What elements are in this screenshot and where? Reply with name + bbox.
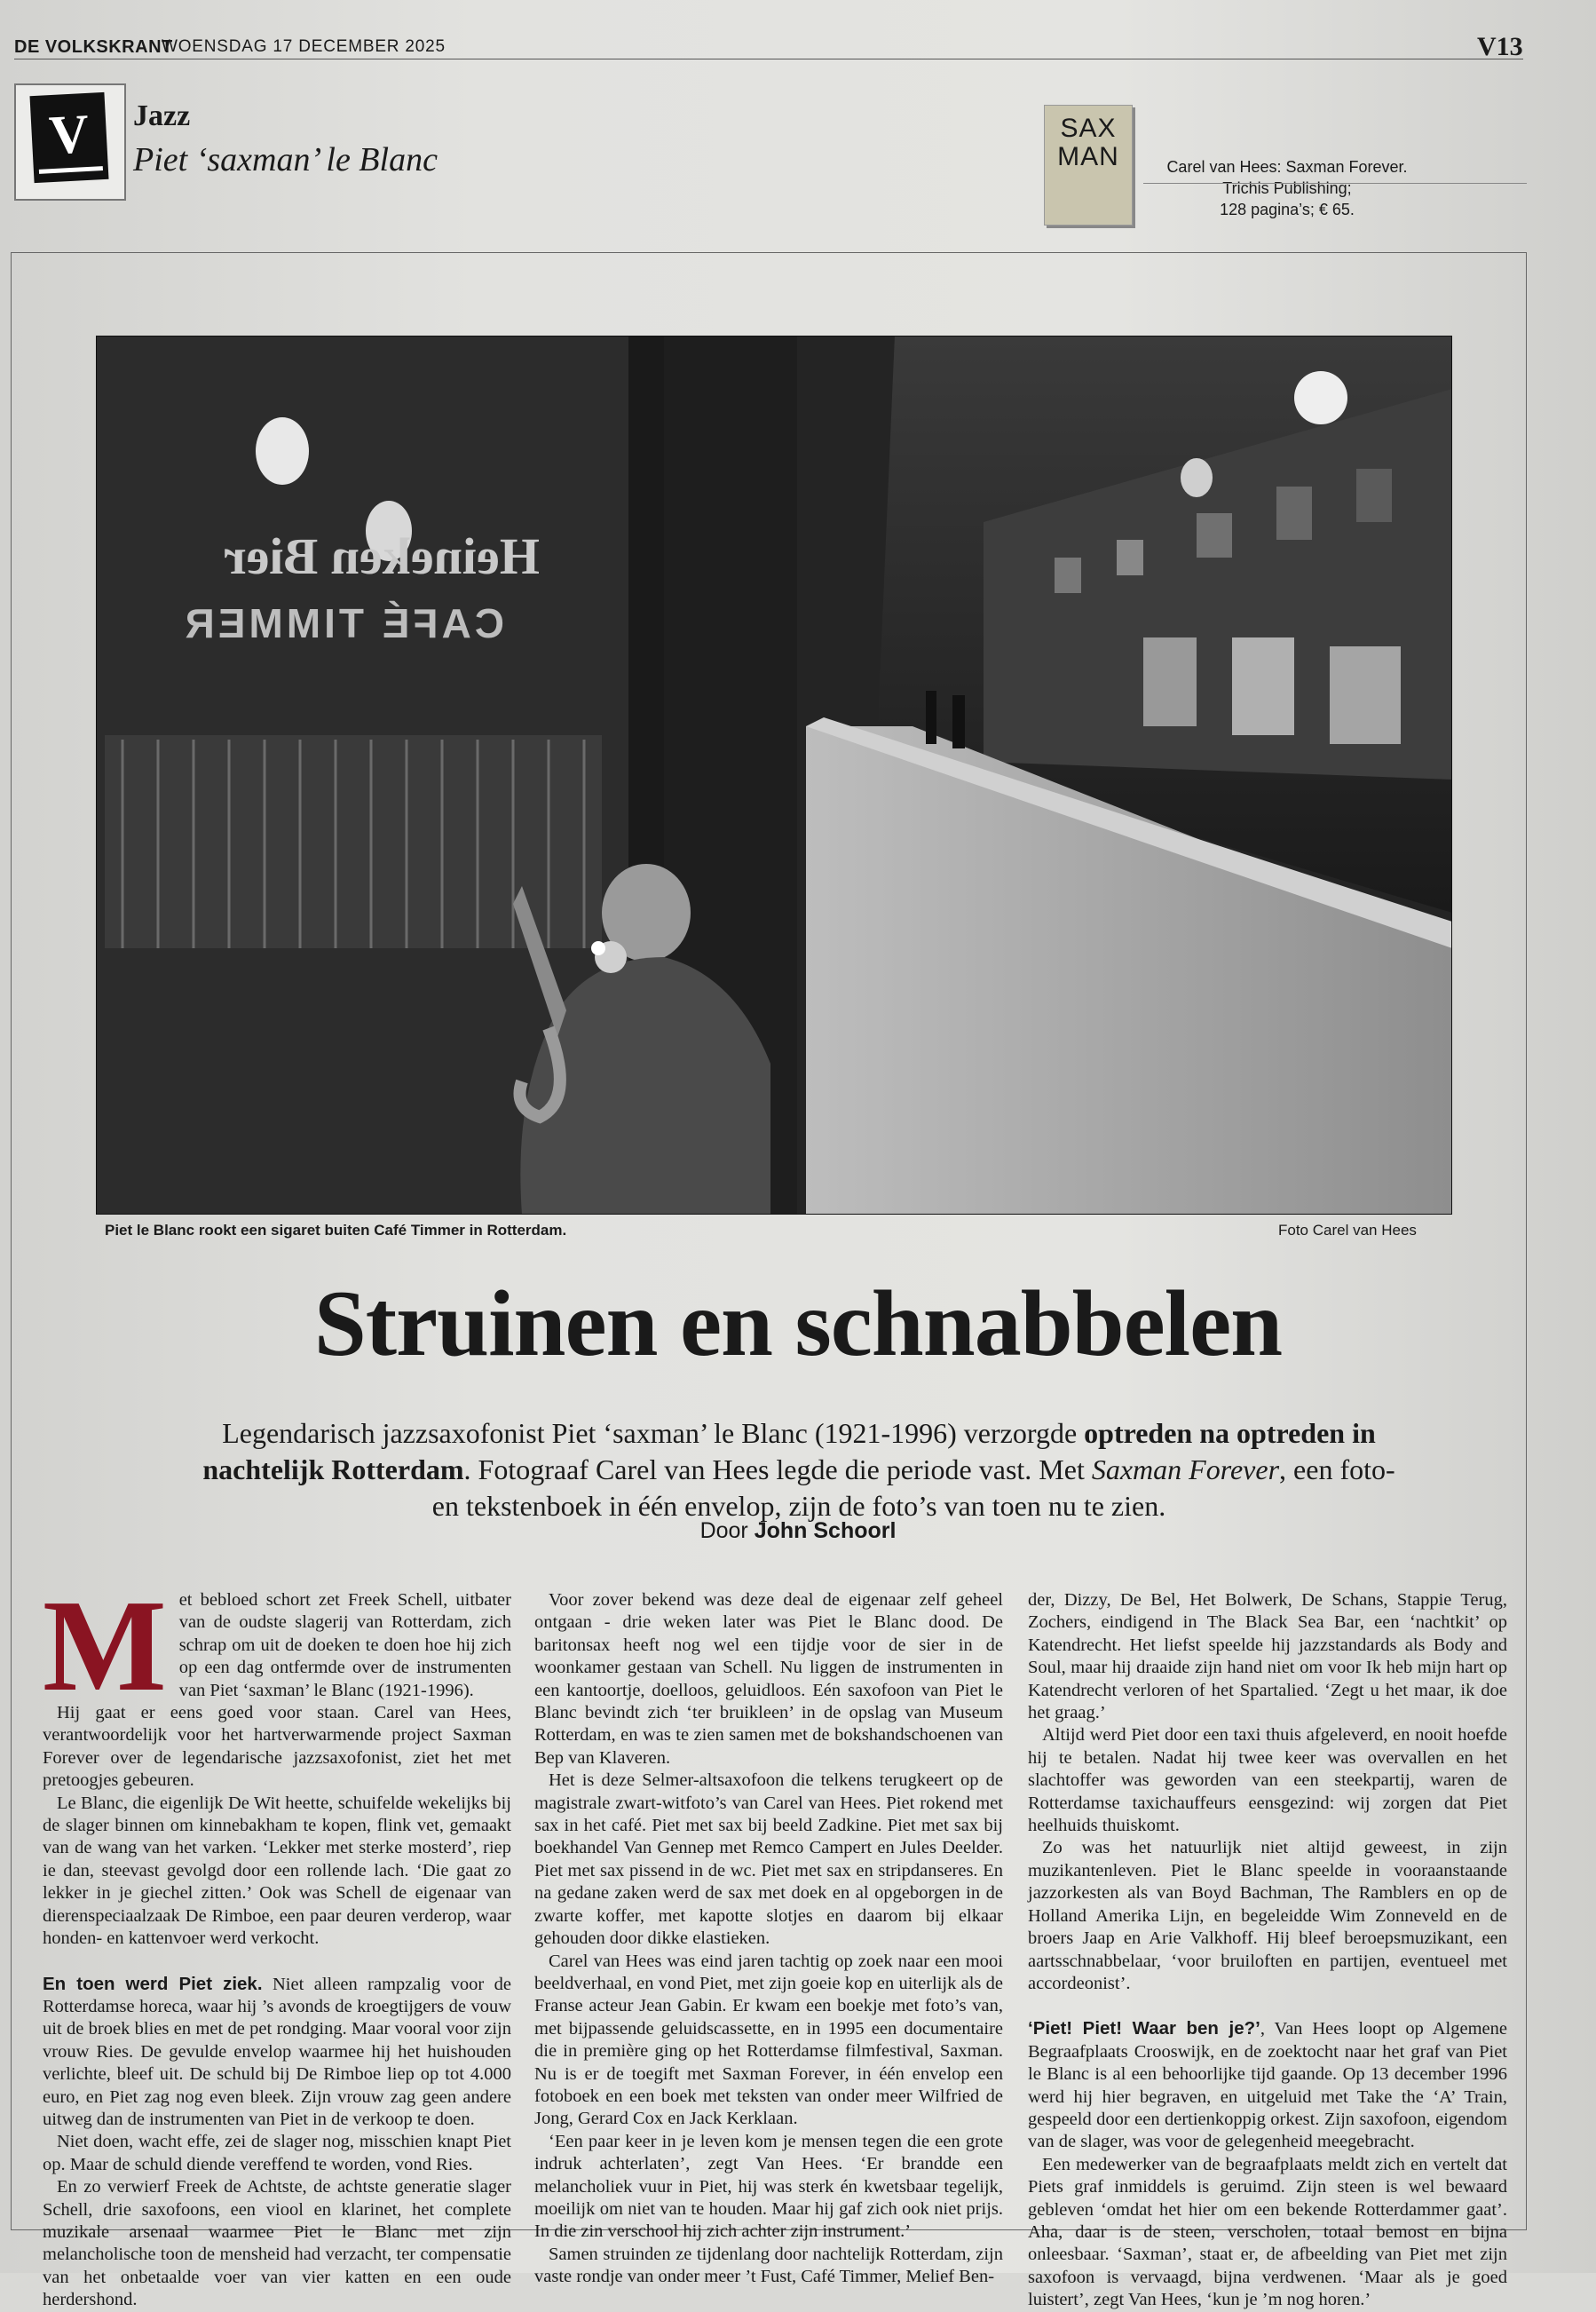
article-column-3 (1028, 1589, 1507, 2312)
intro-italic: Saxman Forever (1091, 1453, 1280, 1485)
article-column-2 (534, 1589, 1003, 2289)
paragraph-lead: En toen werd Piet ziek. (43, 1973, 263, 1994)
page-number: V13 (1477, 32, 1523, 61)
paragraph: Altijd werd Piet door een taxi thuis afgeleverd, en nooit hoefde hij te betalen. Nadat hij twee keer was overvallen en het slachtoffer was geworden van een steekpartij, waren de Rotterdamse taxichauffeurs eensgezind: wij zorgen dat Piet heelhuids thuiskomt. (1028, 1725, 1507, 1836)
photo-caption: Piet le Blanc rookt een sigaret buiten Café Timmer in Rotterdam. (105, 1222, 567, 1239)
masthead (14, 32, 1523, 62)
byline-author: John Schoorl (754, 1518, 897, 1543)
paragraph: Het is deze Selmer-altsaxofoon die telkens terugkeert op de magistrale zwart-witfoto’s van Carel van Hees. Piet rokend met sax in het café. Piet met sax bij beeld Zadkine. Piet met sax bij boekhandel Van Gennep met Remco Campert en Jules Deelder. Piet met sax pissend in de wc. Piet met sax en stripdanseres. En na gedane zaken werd de sax met doek en al opgeborgen in de zwarte koffer, met kapotte slotjes en daarom bij elkaar gehouden door dikke elastieken. (534, 1770, 1003, 1949)
paragraph: Niet doen, wacht effe, zei de slager nog, misschien knapt Piet op. Maar de schuld diende vereffend te worden, vond Ries. (43, 2132, 511, 2174)
paragraph: Hij gaat er eens goed voor staan. Carel van Hees, verantwoordelijk voor het hartverwarmende project Saxman Forever over de legendarische jazzsaxofonist, ziet het met pretoogjes gebeuren. (43, 1703, 511, 1791)
paragraph: Een medewerker van de begraafplaats meldt zich en vertelt dat Piets graf inmiddels is geruimd. Zijn steen is wel bewaard gebleven ‘omdat het hier om een bekende Rotterdammer gaat’. Aha, daar is de steen, verscholen, totaal bemost en bijna onleesbaar. ‘Saxman’, staat er, de afbeelding van Piet met zijn saxofoon is vervaagd, bijna verdwenen. ‘Maar als je goed luistert’, zegt Van Hees, ‘kun je ’m nog horen.’ (1028, 2154, 1507, 2310)
paragraph: Le Blanc, die eigenlijk De Wit heette, schuifelde wekelijks bij de slager binnen om kinnebakham te kopen, flink vet, gemaakt van de wang van het varken. ‘Lekker met sterke mosterd’, riep ie dan, steevast gevolgd door een rollende lach. ‘Die gaat zo lekker in je giechel zitten.’ Ook was Schell de eigenaar van dierenspeciaalzaak De Rimboe, een paar deuren verderop, waar honden- en kattenvoer werd verkocht. (43, 1793, 511, 1949)
paragraph-text: , Van Hees loopt op Algemene Begraafplaats Crooswijk, en de zoektocht naar het graf van Piet le Blanc is al een behoorlijke tijd gaande. Op 13 december 1996 werd hij hier begraven, en uitgeluid met Take the ‘A’ Train, gespeeld door een dertienkoppig orkest. Zijn saxofoon, eigendom van de slager, was voor de gelegenheid meegebracht. (1028, 2019, 1507, 2152)
paragraph: Zo was het natuurlijk niet altijd geweest, in zijn muzikantenleven. Piet le Blanc speelde in vooraanstaande jazzorkesten als van Boyd Bachman, The Ramblers en op de Holland Amerika Lijn, en begeleidde Wim Zonneveld en de broers Jaap en Arie Valkhoff. Hij bleef beroepsmuzikant, een aartsschnabbelaar, ‘voor bruiloften en partijen, eventueel met accordeonist’. (1028, 1838, 1507, 1993)
issue-date: WOENSDAG 17 DECEMBER 2025 (162, 37, 446, 56)
v-logo-icon: V (29, 92, 108, 183)
drop-cap: M (43, 1573, 167, 1719)
article-headline: Struinen en schnabbelen (313, 1271, 1283, 1375)
intro-part2: . Fotograaf Carel van Hees legde die periode vast. Met (463, 1453, 1092, 1485)
intro-bold: optreden na optreden in nachtelijk Rotterdam (202, 1417, 1376, 1485)
photo-sign-line1: Heineken Bier (223, 527, 540, 585)
paragraph (1028, 2017, 1507, 2153)
byline (0, 1518, 1596, 1544)
paragraph (43, 1973, 511, 2132)
paragraph-lead: ‘Piet! Piet! Waar ben je?’ (1028, 2018, 1260, 2039)
article-column-1 (43, 1573, 512, 2312)
book-cover (1044, 105, 1133, 226)
section-subtitle: Piet ‘saxman’ le Blanc (133, 141, 438, 178)
photo-sign-line2: CAFÉ TIMMER (181, 600, 504, 646)
paragraph: ‘Een paar keer in je leven kom je mensen tegen die een grote indruk achterlaten’, zegt Van Hees. ‘Er brandde een melancholiek vuur in Piet, hij was sterk én kwetsbaar tegelijk, moeilijk om niet van te houden. Maar hij gaf zich ook niet prijs. In die zin verschool hij zich achter zijn instrument.’ (534, 2131, 1003, 2242)
book-caption-details: 128 pagina’s; € 65. (1220, 201, 1355, 218)
paragraph: Carel van Hees was eind jaren tachtig op zoek naar een mooi beeldverhaal, en vond Piet, met zijn goeie kop en uiterlijk als de Franse acteur Jean Gabin. Er kwam een boekje met foto’s van, met bijpassende geluidscassette, en in 1995 een documentaire die in première ging op het Rotterdamse filmfestival, Saxman. Nu is er de toegift met Saxman Forever, in één envelop een fotoboek en een boek met teksten van onder meer Wilfried de Jong, Gerard Cox en Jack Kerklaan. (534, 1951, 1003, 2129)
section-kicker: Jazz (133, 99, 191, 132)
byline-prefix: Door (699, 1518, 755, 1543)
book-rule (1143, 183, 1527, 184)
photo-credit: Foto Carel van Hees (1278, 1222, 1417, 1239)
section-logo (14, 83, 126, 201)
paragraph: et bebloed schort zet Freek Schell, uitbater van de oudste slagerij van Rotterdam, zich schrap om uit de doeken te doen hoe hij zich op een dag ontfermde over de instrumenten van Piet ‘saxman’ le Blanc (1921-1996). (178, 1590, 511, 1700)
paragraph-text: Niet alleen rampzalig voor de Rotterdamse horeca, waar hij ’s avonds de kroegtijgers de vouw uit de broek blies en met de pet rondging. Maar vooral voor zijn vrouw Ries. De gevulde envelop waarmee hij het huishouden verlichte, bleef uit. De schuld bij De Rimboe liep op tot 4.000 euro, en Piet zag nog even bleek. Zijn vrouw zag geen andere uitweg dan de instrumenten van Piet in de verkoop te doen. (43, 1974, 512, 2129)
paragraph: Voor zover bekend was deze deal de eigenaar zelf geheel ontgaan - drie weken later was Piet le Blanc dood. De baritonsax heeft nog wel een tijdje voor de sier in de woonkamer gestaan van Schell. Nu liggen de instrumenten in een kantoortje, doelloos, geluidloos. Eén saxofoon van Piet le Blanc bevindt zich ‘ter bruikleen’ in de opslag van Museum Rotterdam, en was te zien samen met de bokshandschoenen van Bep van Klaveren. (534, 1590, 1003, 1768)
book-cover-text: SAX MAN (1057, 114, 1119, 171)
paragraph: Samen struinden ze tijdenlang door nachtelijk Rotterdam, zijn vaste rondje van onder meer ’t Fust, Café Timmer, Melief Ben- (534, 2244, 1003, 2287)
section-header (133, 99, 438, 179)
intro-part1: Legendarisch jazzsaxofonist Piet ‘saxman’ le Blanc (1921-1996) verzorgde (222, 1417, 1085, 1449)
book-caption (1154, 156, 1420, 220)
article-intro (195, 1415, 1402, 1524)
intro-part3: , een foto- en tekstenboek in één envelop, zijn de foto’s van toen nu te zien. (431, 1453, 1395, 1522)
paragraph: der, Dizzy, De Bel, Het Bolwerk, De Schans, Stappie Terug, Zochers, eindigend in The Black Sea Bar, een ‘nachtkit’ op Katendrecht. Het liefst speelde hij jazzstandards als Body and Soul, maar hij draaide zijn hand niet om voor Ik heb mijn hart op Katendrecht verloren of het Spartalied. ‘Zegt u het maar, ik doe het graag.’ (1028, 1590, 1507, 1723)
newspaper-name: DE VOLKSKRANT (14, 37, 173, 57)
photo-illustration (96, 336, 1452, 1215)
paragraph: En zo verwierf Freek de Achtste, de achtste generatie slager Schell, drie saxofoons, een viool en klarinet, het complete muzikale arsenaal waarmee Piet le Blanc met zijn melancholische toon de mensheid had verzacht, ter compensatie van het onbetaalde voer van vier katten en een oude herdershond. (43, 2177, 511, 2310)
article-photo (96, 336, 1452, 1215)
book-caption-title: Carel van Hees: Saxman Forever. Trichis Publishing; (1166, 158, 1408, 197)
